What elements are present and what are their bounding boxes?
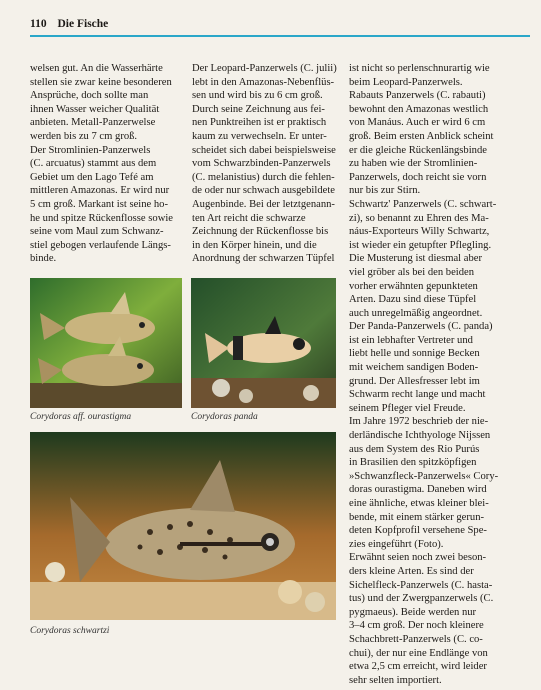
text-column-2: Der Leopard-Panzerwels (C. julii) lebt in den Amazonas-Nebenflüs- sen und wird bis zu 6 cm groß. Durch seine Zeichnung aus fei- nen Punktreihen ist er praktisch kaum zu verwechseln. Er unter- scheidet sich dabei beispielsweise vom Schwarzbinden-Panzerwels (C. melanistius) durch die fehlen- de oder nur schwach ausgebildete Augenbinde. Bei der letztgenann- ten Art reicht die schwarze Zeichnung der Rückenflosse bis in den Körper hinein, und die Anordnung der schwarzen Tüpfel [192, 63, 337, 265]
header-rule [30, 35, 530, 37]
photo-corydoras-panda [191, 278, 336, 408]
caption-photo-3: Corydoras schwartzi [30, 626, 110, 636]
photo-corydoras-ourastigma [30, 278, 182, 408]
section-title: Die Fische [57, 18, 109, 30]
caption-photo-1: Corydoras aff. ourastigma [30, 412, 132, 422]
page-header [30, 18, 530, 36]
caption-photo-2: Corydoras panda [191, 412, 258, 422]
text-column-1: welsen gut. An die Wasserhärte stellen sie zwar keine besonderen Ansprüche, doch sollte man ihnen Wasser weicher Qualität anbieten. Metall-Panzerwelse werden bis zu 7 cm groß. Der Stromlinien-Panzerwels (C. arcuatus) stammt aus dem Gebiet um den Lago Tefé am mittleren Amazonas. Er wird nur 5 cm groß. Markant ist seine ho- he und spitze Rückenflosse sowie seine vom Maul zum Schwanz- stiel gebogen verlaufende Längs- binde. [30, 63, 173, 265]
text-column-3: ist nicht so perlenschnurartig wie beim Leopard-Panzerwels. Rabauts Panzerwels (C. rabauti) bewohnt den Amazonas westlich von Manáus. Auch er wird 6 cm groß. Beim ersten Anblick scheint er die gleiche Rückenlängsbinde zu haben wie der Stromlinien- Panzerwels, doch reicht sie vorn nur bis zur Stirn. Schwartz' Panzerwels (C. schwart- zi), so benannt zu Ehren des Ma- náus-Exporteurs Willy Schwartz, ist wieder ein getupfter Pflegling. Die Musterung ist diesmal aber viel gröber als bei den beiden vorher erwähnten gepunkteten Arten. Dazu sind diese Tüpfel auch unregelmäßig angeordnet. Der Panda-Panzerwels (C. panda) ist ein lebhafter Vertreter und liebt helle und sonnige Becken mit weichem sandigen Boden- grund. Der Allesfresser lebt im Schwarm recht lange und macht seinem Pfleger viel Freude. Im Jahre 1972 beschrieb der nie- derländische Ichthyologe Nijssen aus dem System des Rio Purús in Brasilien den spitzköpfigen »Schwanzfleck-Panzerwels« Cory- doras ourastigma. Daneben wird eine ähnliche, etwas kleiner blei- bende, mit einem stärker gerun- deten Kopfprofil versehene Spe- zies eingeführt (Foto). Erwähnt seien noch zwei beson- ders kleine Arten. Es sind der Sichelfleck-Panzerwels (C. hasta- tus) und der Zwergpanzerwels (C. pygmaeus). Beide werden nur 3–4 cm groß. Der noch kleinere Schachbrett-Panzerwels (C. co- chui), der nur eine Endlänge von etwa 2,5 cm erreicht, wird leider sehr selten importiert. [349, 63, 499, 686]
page-number: 110 [30, 18, 47, 30]
photo-corydoras-schwartzi [30, 432, 336, 620]
